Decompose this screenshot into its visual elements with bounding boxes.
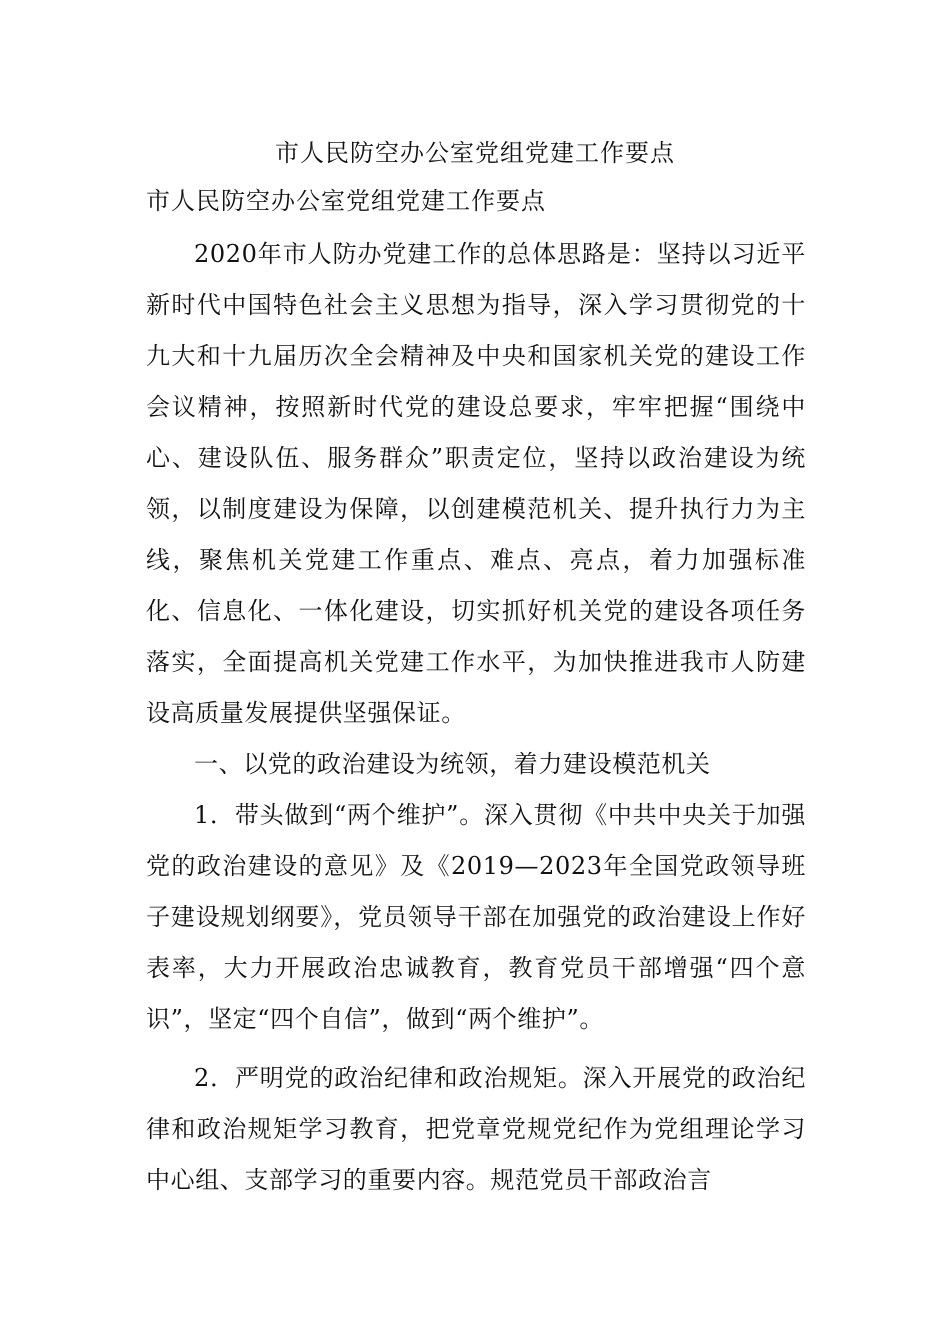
paragraph-item-1: 1．带头做到“两个维护”。深入贯彻《中共中央关于加强党的政治建设的意见》及《2019—2023年全国党政领导班子建设规划纲要》，党员领导干部在加强党的政治建设上作好表率，大力开展政治忠诚教育，教育党员干部增强“四个意识”，坚定“四个自信”，做到“两个维护”。 [146, 801, 806, 1033]
document-title: 市人民防空办公室党组党建工作要点 [275, 139, 675, 167]
paragraph-item-2: 2．严明党的政治纪律和政治规矩。深入开展党的政治纪律和政治规矩学习教育，把党章党规党纪作为党组理论学习中心组、支部学习的重要内容。规范党员干部政治言 [146, 1064, 806, 1194]
document-subtitle: 市人民防空办公室党组党建工作要点 [146, 187, 546, 215]
paragraph-overview: 2020年市人防办党建工作的总体思路是：坚持以习近平新时代中国特色社会主义思想为指导，深入学习贯彻党的十九大和十九届历次全会精神及中央和国家机关党的建设工作会议精神，按照新时代党的建设总要求，牢牢把握“围绕中心、建设队伍、服务群众”职责定位，坚持以政治建设为统领，以制度建设为保障，以创建模范机关、提升执行力为主线，聚焦机关党建工作重点、难点、亮点，着力加强标准化、信息化、一体化建设，切实抓好机关党的建设各项任务落实，全面提高机关党建工作水平，为加快推进我市人防建设高质量发展提供坚强保证。 [146, 240, 806, 727]
document-body [146, 229, 806, 1206]
section-heading-1: 一、以党的政治建设为统领，着力建设模范机关 [194, 750, 711, 778]
